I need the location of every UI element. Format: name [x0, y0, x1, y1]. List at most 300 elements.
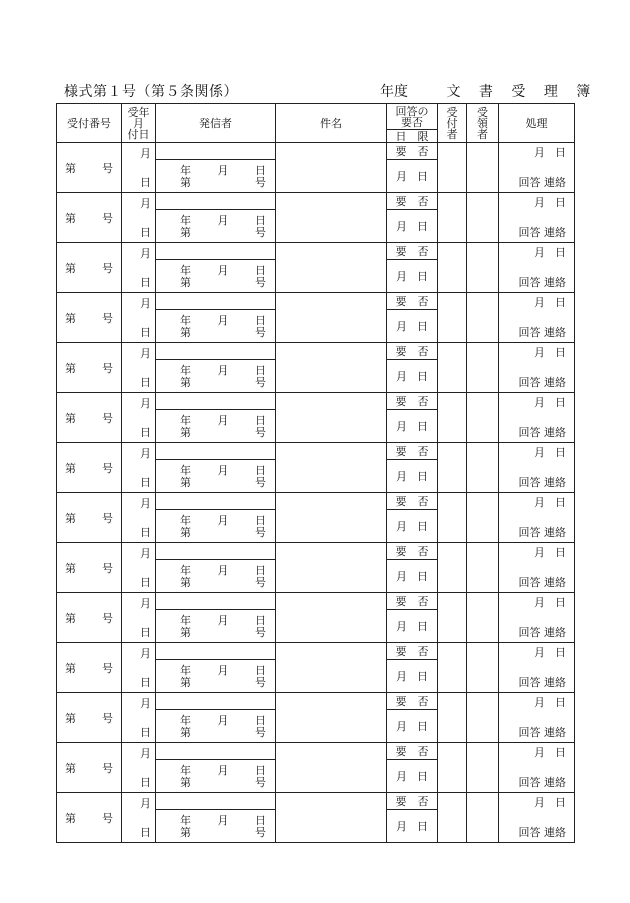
month-label: 月 — [534, 146, 545, 159]
year-label: 年 — [180, 664, 191, 677]
recipient-cell[interactable] — [467, 293, 499, 343]
receiver-cell[interactable] — [438, 543, 467, 593]
processing-status — [519, 224, 567, 240]
year-label: 年 — [180, 614, 191, 627]
receipt-number-cell[interactable] — [57, 393, 122, 443]
subject-cell[interactable] — [276, 593, 387, 643]
reply-required-cell[interactable]: 要 否 — [387, 493, 438, 510]
reply-deadline-cell[interactable] — [387, 210, 438, 243]
day-label: 日 — [417, 820, 428, 833]
go-label: 号 — [102, 611, 113, 625]
day-label: 日 — [555, 696, 566, 709]
sender-name-cell[interactable] — [156, 643, 276, 660]
sender-number — [180, 324, 266, 340]
sender-name-cell[interactable] — [156, 593, 276, 610]
go-label: 号 — [102, 261, 113, 275]
col-receipt-number: 受付番号 — [57, 104, 122, 143]
processing-date — [534, 394, 566, 410]
reply-required-cell[interactable]: 要 否 — [387, 443, 438, 460]
reply-required-cell[interactable]: 要 否 — [387, 193, 438, 210]
day-label: 日 — [140, 326, 151, 339]
processing-cell[interactable] — [499, 743, 575, 793]
receiver-cell[interactable] — [438, 643, 467, 693]
day-label: 日 — [417, 520, 428, 533]
month-label: 月 — [217, 264, 229, 277]
reply-required-cell[interactable]: 要 否 — [387, 743, 438, 760]
reply-deadline-cell[interactable] — [387, 410, 438, 443]
dai-label: 第 — [65, 811, 76, 825]
reply-required-cell[interactable]: 要 否 — [387, 343, 438, 360]
month-label: 月 — [534, 196, 545, 209]
receiver-cell[interactable] — [438, 443, 467, 493]
reply-answer-label: 回答 — [518, 226, 541, 239]
receiver-cell[interactable] — [438, 393, 467, 443]
reply-top1: 回答の — [395, 104, 429, 118]
month-label: 月 — [140, 397, 151, 410]
dai-label: 第 — [65, 761, 76, 775]
subject-cell[interactable] — [276, 543, 387, 593]
reply-answer-label: 回答 — [518, 326, 541, 339]
receipt-number-cell[interactable] — [57, 643, 122, 693]
reply-contact-label: 連絡 — [544, 476, 566, 489]
ledger-row-top — [57, 543, 575, 560]
reply-answer-label: 回答 — [518, 776, 541, 789]
receiver-cell[interactable] — [438, 743, 467, 793]
receipt-date-cell[interactable] — [122, 543, 156, 593]
sender-ref-cell[interactable] — [156, 210, 276, 243]
sender-ref-cell[interactable] — [156, 310, 276, 343]
subject-cell[interactable] — [276, 493, 387, 543]
day-label: 日 — [140, 826, 151, 839]
sender-number — [180, 474, 266, 490]
receiver-cell[interactable] — [438, 243, 467, 293]
receipt-date-cell[interactable] — [122, 793, 156, 843]
month-label: 月 — [534, 446, 545, 459]
sender-ref-cell[interactable] — [156, 260, 276, 293]
processing-cell[interactable] — [499, 343, 575, 393]
reply-required-cell[interactable]: 要 否 — [387, 793, 438, 810]
day-label: 日 — [255, 614, 266, 627]
document-ledger-table — [56, 103, 575, 843]
day-label: 日 — [555, 296, 566, 309]
day-label: 日 — [417, 570, 428, 583]
month-label: 月 — [396, 420, 407, 433]
header-row — [57, 104, 575, 143]
month-label: 月 — [217, 614, 229, 627]
go-label: 号 — [255, 276, 266, 289]
subject-cell[interactable] — [276, 393, 387, 443]
processing-cell[interactable] — [499, 243, 575, 293]
processing-status — [519, 824, 567, 840]
year-label: 年 — [180, 264, 191, 277]
reply-required-cell[interactable]: 要 否 — [387, 543, 438, 560]
processing-cell[interactable] — [499, 443, 575, 493]
reply-required-cell[interactable]: 要 否 — [387, 393, 438, 410]
reply-deadline-cell[interactable] — [387, 360, 438, 393]
reply-deadline-cell[interactable] — [387, 560, 438, 593]
go-label: 号 — [102, 661, 113, 675]
recipient-cell[interactable] — [467, 593, 499, 643]
subject-cell[interactable] — [276, 443, 387, 493]
subject-cell[interactable] — [276, 193, 387, 243]
reply-contact-label: 連絡 — [544, 676, 566, 689]
reply-deadline-cell[interactable] — [387, 160, 438, 193]
doc-title-char: 文 — [446, 84, 461, 100]
processing-status — [519, 174, 567, 190]
month-label: 月 — [217, 414, 229, 427]
recipient-cell[interactable] — [467, 343, 499, 393]
month-label: 月 — [396, 620, 407, 633]
sender-ref-cell[interactable] — [156, 560, 276, 593]
reply-required-cell[interactable]: 要 否 — [387, 293, 438, 310]
sender-name-cell[interactable] — [156, 443, 276, 460]
sender-ref-cell[interactable] — [156, 160, 276, 193]
go-label: 号 — [255, 326, 266, 339]
receipt-number-cell[interactable] — [57, 343, 122, 393]
dai-label: 第 — [65, 411, 76, 425]
receiver-char: 者 — [446, 127, 458, 141]
month-label: 月 — [217, 164, 229, 177]
go-label: 号 — [102, 511, 113, 525]
day-label: 日 — [417, 670, 428, 683]
reply-deadline-cell[interactable] — [387, 760, 438, 793]
reply-required-cell[interactable]: 要 否 — [387, 243, 438, 260]
go-label: 号 — [102, 711, 113, 725]
dai-label: 第 — [180, 726, 191, 739]
ledger-row-top — [57, 643, 575, 660]
receipt-date-cell[interactable] — [122, 643, 156, 693]
reply-deadline-cell[interactable] — [387, 310, 438, 343]
go-label: 号 — [102, 561, 113, 575]
ledger-row-top — [57, 493, 575, 510]
ledger-body — [57, 143, 575, 843]
dai-label: 第 — [180, 576, 191, 589]
month-label: 月 — [140, 547, 151, 560]
reply-deadline-cell[interactable] — [387, 710, 438, 743]
go-label: 号 — [102, 461, 113, 475]
doc-title-char: 簿 — [576, 84, 591, 100]
day-label: 日 — [417, 270, 428, 283]
receipt-date-cell[interactable] — [122, 443, 156, 493]
receipt-number-cell[interactable] — [57, 493, 122, 543]
processing-cell[interactable] — [499, 193, 575, 243]
receipt-number-cell[interactable] — [57, 443, 122, 493]
ledger-row-top — [57, 793, 575, 810]
month-label: 月 — [217, 464, 229, 477]
recipient-char: 者 — [477, 127, 488, 141]
month-label: 月 — [396, 820, 407, 833]
dai-label: 第 — [180, 376, 191, 389]
reply-contact-label: 連絡 — [544, 276, 566, 289]
reply-contact-label: 連絡 — [544, 576, 566, 589]
receipt-number-cell[interactable] — [57, 743, 122, 793]
year-label: 年 — [180, 414, 191, 427]
year-label: 年 — [180, 514, 191, 527]
sender-ref-cell[interactable] — [156, 610, 276, 643]
go-label: 号 — [102, 411, 113, 425]
processing-cell[interactable] — [499, 143, 575, 193]
dai-label: 第 — [65, 361, 76, 375]
go-label: 号 — [255, 676, 266, 689]
reply-deadline-cell[interactable] — [387, 660, 438, 693]
dai-label: 第 — [180, 176, 191, 189]
doc-title-char: 書 — [478, 84, 493, 100]
sender-number — [180, 174, 266, 190]
receipt-number-cell[interactable] — [57, 243, 122, 293]
day-label: 日 — [417, 320, 428, 333]
reply-answer-label: 回答 — [518, 376, 541, 389]
receipt-date-cell[interactable] — [122, 593, 156, 643]
receipt-date-cell[interactable] — [122, 143, 156, 193]
receipt-number-cell[interactable] — [57, 193, 122, 243]
dai-label: 第 — [180, 326, 191, 339]
receipt-number-cell[interactable] — [57, 793, 122, 843]
dai-label: 第 — [65, 461, 76, 475]
day-label: 日 — [140, 526, 151, 539]
receipt-number-cell[interactable] — [57, 293, 122, 343]
ledger-row-top — [57, 193, 575, 210]
reply-required-cell[interactable]: 要 否 — [387, 593, 438, 610]
sender-name-cell[interactable] — [156, 343, 276, 360]
reply-deadline-cell[interactable] — [387, 610, 438, 643]
sender-ref-cell[interactable] — [156, 460, 276, 493]
sender-ref-cell[interactable] — [156, 810, 276, 843]
reply-deadline-cell[interactable] — [387, 510, 438, 543]
go-label: 号 — [102, 811, 113, 825]
reply-answer-label: 回答 — [518, 426, 541, 439]
dai-label: 第 — [65, 561, 76, 575]
ledger-row-top — [57, 293, 575, 310]
sender-name-cell[interactable] — [156, 393, 276, 410]
sender-ref-cell[interactable] — [156, 410, 276, 443]
receipt-number-cell[interactable] — [57, 143, 122, 193]
ledger-row-top — [57, 593, 575, 610]
go-label: 号 — [255, 476, 266, 489]
processing-status — [519, 624, 567, 640]
dai-label: 第 — [180, 476, 191, 489]
receiver-cell[interactable] — [438, 493, 467, 543]
reply-deadline: 日 限 — [395, 129, 429, 143]
processing-status — [519, 424, 567, 440]
sender-name-cell[interactable] — [156, 143, 276, 160]
month-label: 月 — [534, 796, 545, 809]
ledger-row-top — [57, 693, 575, 710]
subject-cell[interactable] — [276, 793, 387, 843]
processing-date — [534, 544, 566, 560]
reply-deadline-cell[interactable] — [387, 260, 438, 293]
go-label: 号 — [255, 426, 266, 439]
receiver-cell[interactable] — [438, 793, 467, 843]
recipient-cell[interactable] — [467, 493, 499, 543]
sender-name-cell[interactable] — [156, 743, 276, 760]
dai-label: 第 — [65, 661, 76, 675]
reply-required-cell[interactable]: 要 否 — [387, 693, 438, 710]
go-label: 号 — [255, 726, 266, 739]
sender-ref-cell[interactable] — [156, 760, 276, 793]
dai-label: 第 — [180, 226, 191, 239]
receipt-number-cell[interactable] — [57, 593, 122, 643]
sender-name-cell[interactable] — [156, 193, 276, 210]
year-label: 年 — [180, 214, 191, 227]
day-label: 日 — [140, 176, 151, 189]
subject-cell[interactable] — [276, 743, 387, 793]
receipt-date-cell[interactable] — [122, 343, 156, 393]
processing-cell[interactable] — [499, 643, 575, 693]
month-label: 月 — [217, 664, 229, 677]
month-label: 月 — [534, 346, 545, 359]
receipt-date-bottom: 付日 — [127, 127, 150, 141]
processing-cell[interactable] — [499, 693, 575, 743]
receipt-date-cell[interactable] — [122, 193, 156, 243]
recipient-cell[interactable] — [467, 143, 499, 193]
day-label: 日 — [140, 726, 151, 739]
processing-date — [534, 294, 566, 310]
dai-label: 第 — [180, 676, 191, 689]
receipt-number-cell[interactable] — [57, 543, 122, 593]
day-label: 日 — [555, 446, 566, 459]
month-label: 月 — [140, 447, 151, 460]
receipt-date-cell[interactable] — [122, 293, 156, 343]
sender-name-cell[interactable] — [156, 493, 276, 510]
year-label: 年 — [180, 314, 191, 327]
sender-name-cell[interactable] — [156, 693, 276, 710]
receipt-date-cell[interactable] — [122, 693, 156, 743]
receiver-cell[interactable] — [438, 693, 467, 743]
processing-date — [534, 794, 566, 810]
processing-cell[interactable] — [499, 593, 575, 643]
go-label: 号 — [102, 311, 113, 325]
sender-ref-cell[interactable] — [156, 710, 276, 743]
col-subject: 件名 — [276, 104, 387, 143]
day-label: 日 — [417, 770, 428, 783]
reply-answer-label: 回答 — [518, 476, 541, 489]
receipt-date-cell[interactable] — [122, 393, 156, 443]
processing-status — [519, 324, 567, 340]
day-label: 日 — [417, 420, 428, 433]
processing-date — [534, 644, 566, 660]
processing-status — [519, 374, 567, 390]
col-receipt-date — [122, 104, 156, 143]
reply-contact-label: 連絡 — [544, 826, 566, 839]
day-label: 日 — [555, 196, 566, 209]
subject-cell[interactable] — [276, 293, 387, 343]
month-label: 月 — [534, 396, 545, 409]
dai-label: 第 — [180, 426, 191, 439]
reply-contact-label: 連絡 — [544, 226, 566, 239]
subject-cell[interactable] — [276, 343, 387, 393]
recipient-cell[interactable] — [467, 193, 499, 243]
processing-cell[interactable] — [499, 293, 575, 343]
reply-required-cell[interactable]: 要 否 — [387, 143, 438, 160]
subject-cell[interactable] — [276, 143, 387, 193]
ledger-row-top — [57, 343, 575, 360]
sender-name-cell[interactable] — [156, 543, 276, 560]
receipt-date-cell[interactable] — [122, 493, 156, 543]
receipt-date-cell[interactable] — [122, 743, 156, 793]
day-label: 日 — [555, 496, 566, 509]
sender-name-cell[interactable] — [156, 243, 276, 260]
subject-cell[interactable] — [276, 243, 387, 293]
month-label: 月 — [217, 814, 229, 827]
processing-status — [519, 524, 567, 540]
receiver-cell[interactable] — [438, 193, 467, 243]
reply-answer-label: 回答 — [518, 576, 541, 589]
recipient-cell[interactable] — [467, 243, 499, 293]
receiver-cell[interactable] — [438, 593, 467, 643]
day-label: 日 — [255, 314, 266, 327]
recipient-cell[interactable] — [467, 743, 499, 793]
recipient-cell[interactable] — [467, 543, 499, 593]
receipt-date-cell[interactable] — [122, 243, 156, 293]
recipient-cell[interactable] — [467, 643, 499, 693]
sender-ref-cell[interactable] — [156, 360, 276, 393]
receipt-number-cell[interactable] — [57, 693, 122, 743]
year-label: 年 — [180, 764, 191, 777]
receiver-cell[interactable] — [438, 343, 467, 393]
sender-ref-cell[interactable] — [156, 510, 276, 543]
day-label: 日 — [140, 426, 151, 439]
subject-cell[interactable] — [276, 643, 387, 693]
month-label: 月 — [396, 470, 407, 483]
subject-cell[interactable] — [276, 693, 387, 743]
month-label: 月 — [534, 546, 545, 559]
reply-contact-label: 連絡 — [544, 626, 566, 639]
processing-cell[interactable] — [499, 493, 575, 543]
processing-date — [534, 194, 566, 210]
year-label: 年 — [180, 714, 191, 727]
processing-cell[interactable] — [499, 793, 575, 843]
sender-number — [180, 374, 266, 390]
reply-deadline-cell[interactable] — [387, 460, 438, 493]
receiver-cell[interactable] — [438, 293, 467, 343]
day-label: 日 — [555, 596, 566, 609]
day-label: 日 — [555, 146, 566, 159]
recipient-cell[interactable] — [467, 393, 499, 443]
recipient-char: 領 — [477, 116, 488, 130]
sender-ref-cell[interactable] — [156, 660, 276, 693]
month-label: 月 — [396, 220, 407, 233]
col-recipient — [467, 104, 499, 143]
day-label: 日 — [140, 776, 151, 789]
dai-label: 第 — [65, 211, 76, 225]
sender-name-cell[interactable] — [156, 793, 276, 810]
month-label: 月 — [217, 714, 229, 727]
dai-label: 第 — [180, 526, 191, 539]
recipient-cell[interactable] — [467, 443, 499, 493]
receiver-cell[interactable] — [438, 143, 467, 193]
month-label: 月 — [396, 670, 407, 683]
sender-name-cell[interactable] — [156, 293, 276, 310]
month-label: 月 — [140, 147, 151, 160]
processing-date — [534, 694, 566, 710]
reply-required-cell[interactable]: 要 否 — [387, 643, 438, 660]
doc-title-char: 受 — [511, 84, 526, 100]
reply-answer-label: 回答 — [518, 826, 541, 839]
reply-deadline-cell[interactable] — [387, 810, 438, 843]
month-label: 月 — [217, 364, 229, 377]
day-label: 日 — [555, 646, 566, 659]
sender-number — [180, 624, 266, 640]
day-label: 日 — [417, 470, 428, 483]
day-label: 日 — [555, 746, 566, 759]
reply-top2: 要否 — [401, 115, 423, 129]
processing-cell[interactable] — [499, 543, 575, 593]
reply-answer-label: 回答 — [518, 176, 541, 189]
recipient-cell[interactable] — [467, 693, 499, 743]
processing-cell[interactable] — [499, 393, 575, 443]
doc-title-char: 理 — [543, 84, 558, 100]
recipient-cell[interactable] — [467, 793, 499, 843]
